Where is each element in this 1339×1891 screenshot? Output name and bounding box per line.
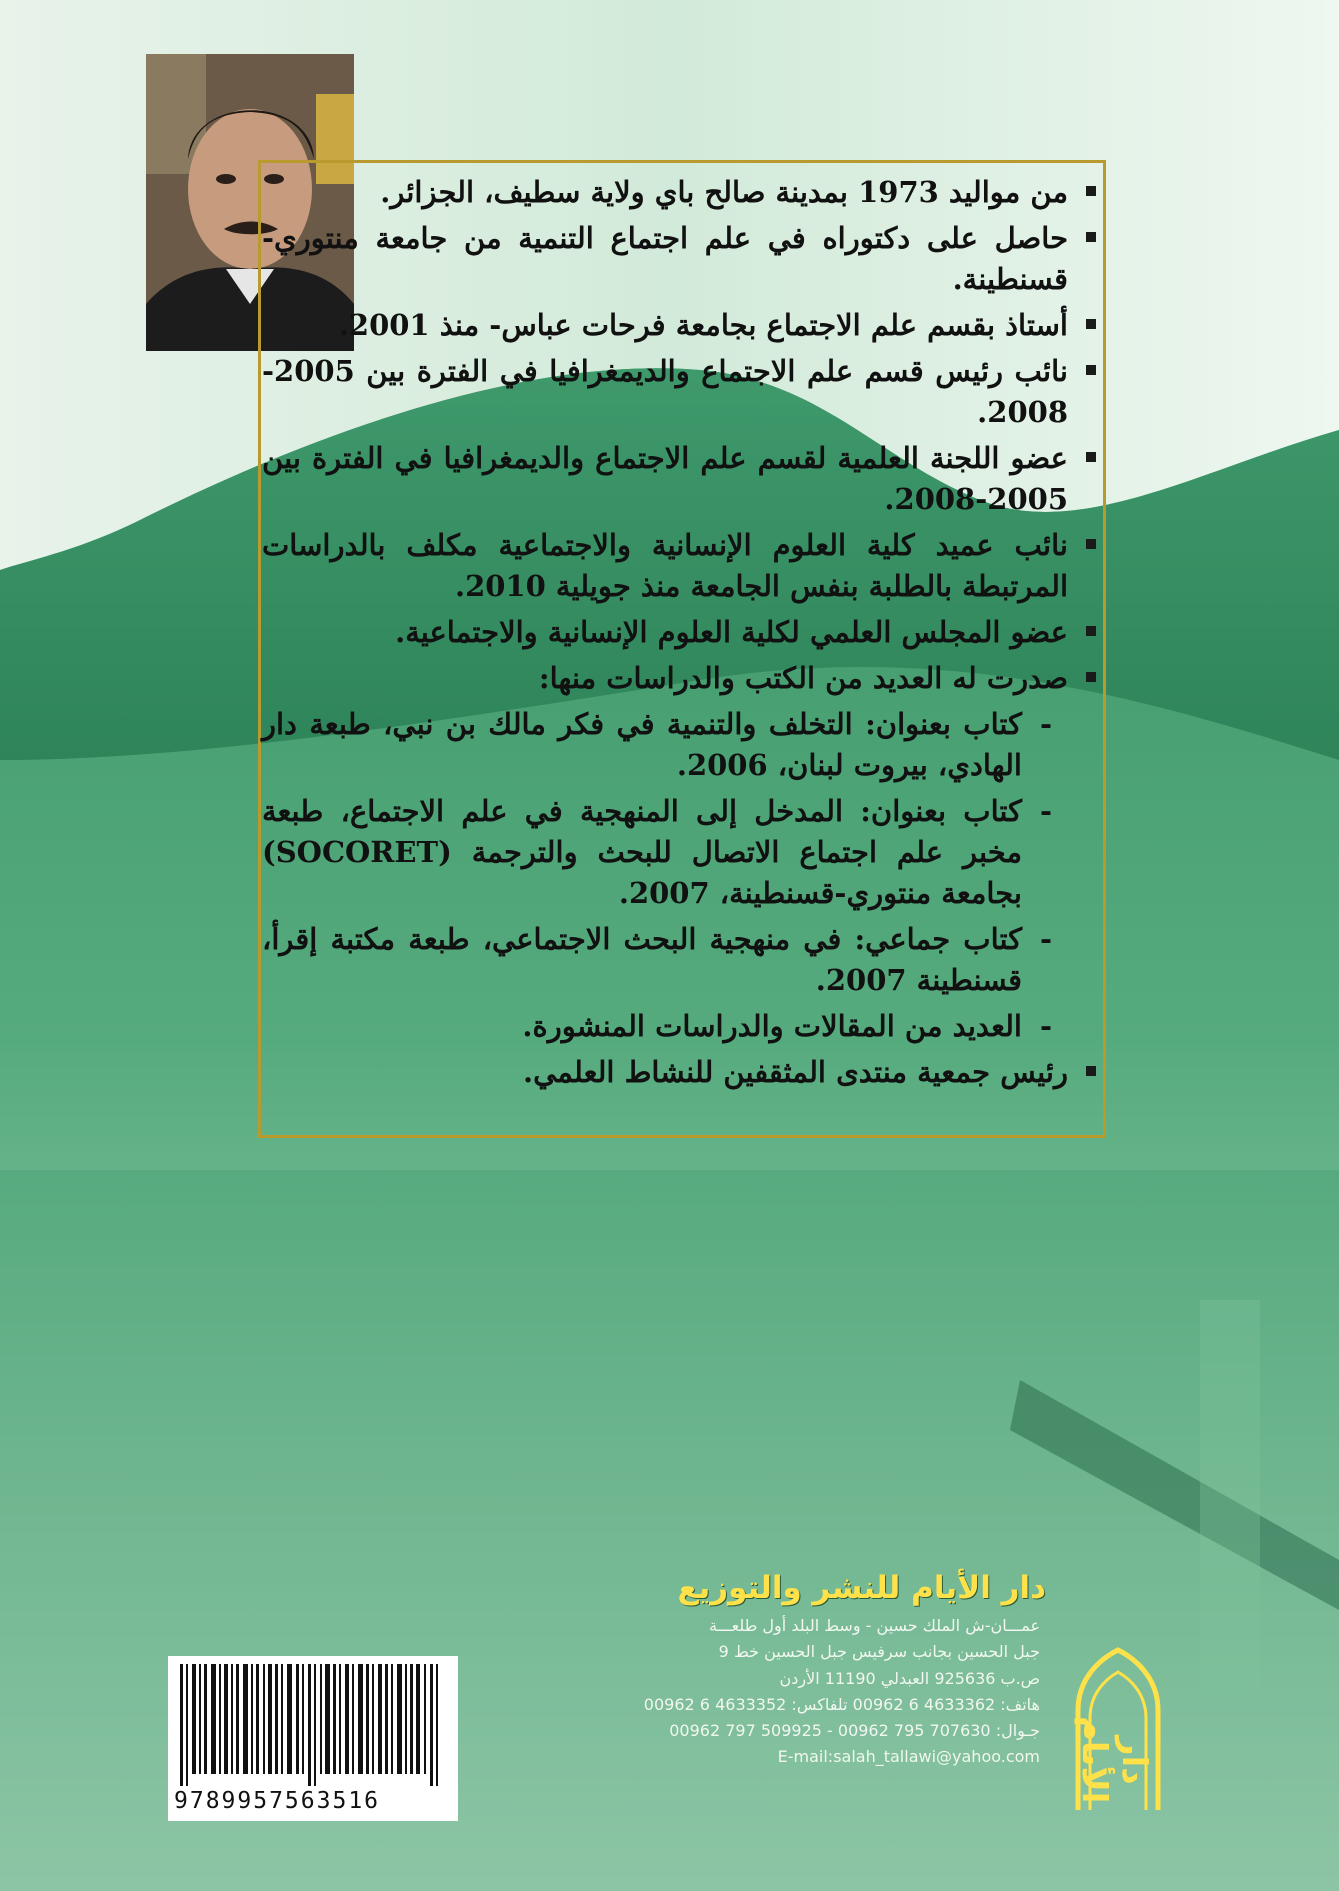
bio-item-professor: أستاذ بقسم علم الاجتماع بجامعة فرحات عباس- منذ 2001. [262,305,1102,346]
bio-item-doctorate: حاصل على دكتوراه في علم اجتماع التنمية من جامعة منتوري-قسنطينة. [262,218,1102,300]
bio-item-vice-head: نائب رئيس قسم علم الاجتماع والديمغرافيا في الفترة بين 2005-2008. [262,351,1102,433]
publisher-address-line-2: جبل الحسين بجانب سرفيس جبل الحسين خط 9 [718,1642,1040,1661]
bio-item-birth: من مواليد 1973 بمدينة صالح باي ولاية سطيف، الجزائر. [262,172,1102,213]
publisher-phone: هاتف: 4633362 6 00962 تلفاكس: 4633352 6 00962 [643,1695,1040,1714]
isbn-digits: 9789957563516 [174,1788,381,1814]
publisher-mobile: جـوال: 707630 795 00962 - 509925 797 00962 [669,1721,1040,1740]
publisher-po-box: ص.ب 925636 العبدلي 11190 الأردن [779,1669,1040,1688]
publication-item: - كتاب بعنوان: التخلف والتنمية في فكر مالك بن نبي، طبعة دار الهادي، بيروت لبنان، 2006. [262,704,1102,786]
publication-item: - كتاب جماعي: في منهجية البحث الاجتماعي، طبعة مكتبة إقرأ، قسنطينة 2007. [262,919,1102,1001]
background-vertical-streak [1200,1300,1260,1700]
publisher-name: دار الأيام للنشر والتوزيع [677,1570,1046,1606]
bio-item-council: عضو المجلس العلمي لكلية العلوم الإنسانية والاجتماعية. [262,612,1102,653]
barcode-bars-icon [168,1656,458,1786]
bio-item-publications-intro: صدرت له العديد من الكتب والدراسات منها: [262,658,1102,699]
bio-item-committee: عضو اللجنة العلمية لقسم علم الاجتماع والديمغرافيا في الفترة بين 2005-2008. [262,438,1102,520]
publisher-email: E-mail:salah_tallawi@yahoo.com [777,1747,1040,1766]
publisher-address-line-1: عمـــان-ش الملك حسين - وسط البلد أول طلعـــة [708,1616,1040,1635]
publisher-logo-text: دار الأيام [1074,1716,1154,1804]
bio-item-association: رئيس جمعية منتدى المثقفين للنشاط العلمي. [262,1052,1102,1093]
publication-item: - العديد من المقالات والدراسات المنشورة. [262,1006,1102,1047]
publication-item: - كتاب بعنوان: المدخل إلى المنهجية في علم الاجتماع، طبعة مخبر علم اجتماع الاتصال للبحث والترجمة (SOCORET) بجامعة منتوري-قسنطينة، 2007. [262,791,1102,914]
bio-item-vice-dean: نائب عميد كلية العلوم الإنسانية والاجتماعية مكلف بالدراسات المرتبطة بالطلبة بنفس الجامعة منذ جويلية 2010. [262,525,1102,607]
biography-list [262,172,1102,1098]
